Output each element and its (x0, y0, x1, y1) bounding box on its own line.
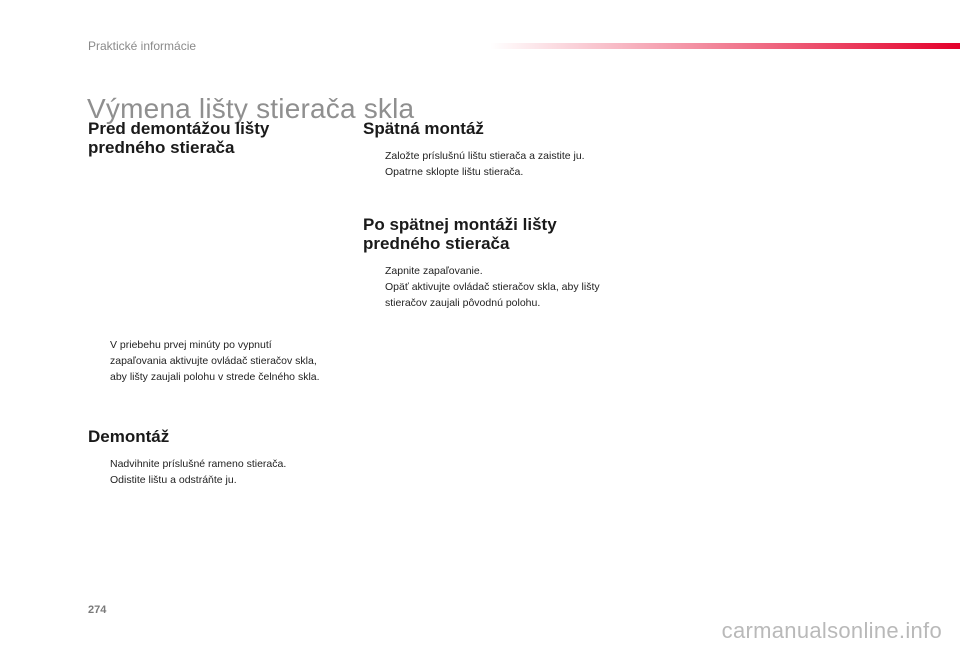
list-item (363, 164, 633, 180)
section-before-removal (88, 119, 328, 167)
list-item-text: V priebehu prvej minúty po vypnutí zapaľovania aktivujte ovládač stieračov skla, aby lišty zaujali polohu v strede čelného skla. (110, 339, 320, 383)
heading-line-2: predného stierača (363, 234, 510, 253)
section-heading (88, 119, 328, 157)
watermark: carmanualsonline.info (721, 618, 942, 643)
section-before-removal-list (88, 337, 328, 385)
list-item-text: Zapnite zapaľovanie. (385, 265, 483, 277)
page-number: 274 (88, 604, 107, 616)
list-item (363, 263, 613, 279)
list-item (88, 472, 338, 488)
section-heading: Spätná montáž (363, 119, 484, 138)
header-accent-bar (490, 43, 960, 49)
list-item (363, 279, 613, 311)
list-item (88, 337, 328, 385)
section-heading (363, 215, 613, 253)
section-removal (88, 427, 338, 488)
page-title: Výmena lišty stierača skla (87, 92, 415, 124)
section-reinstallation (363, 119, 633, 180)
heading-line-1: Po spätnej montáži lišty (363, 215, 557, 234)
section-after-reinstallation (363, 215, 613, 311)
header-section-name: Praktické informácie (88, 39, 197, 53)
list-item-text: Nadvihnite príslušné rameno stierača. (110, 458, 287, 470)
heading-line-1: Pred demontážou lišty (88, 119, 270, 138)
list-item-text: Založte príslušnú lištu stierača a zaistite ju. (385, 150, 585, 162)
section-heading: Demontáž (88, 427, 170, 446)
list-item-text: Opäť aktivujte ovládač stieračov skla, aby lišty stieračov zaujali pôvodnú polohu. (385, 281, 600, 309)
heading-line-2: predného stierača (88, 138, 235, 157)
list-item-text: Odistite lištu a odstráňte ju. (110, 474, 237, 486)
list-item (88, 456, 338, 472)
list-item (363, 148, 633, 164)
list-item-text: Opatrne sklopte lištu stierača. (385, 166, 524, 178)
